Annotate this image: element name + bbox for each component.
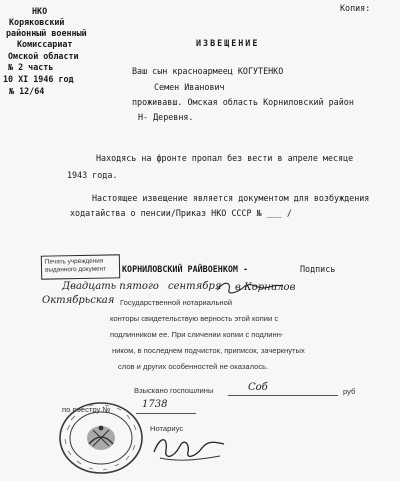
org-line: Коряковский [9, 17, 65, 27]
notice-paragraph: ходатайства о пенсии/Приказ НКО СССР № ___ / [70, 208, 292, 218]
org-date: 10 XI 1946 год [3, 74, 74, 84]
round-seal [57, 400, 145, 476]
fee-label: Взыскано госпошлины [134, 386, 214, 395]
cert-line: подлинником ее. При сличении копии с подлинн- [110, 330, 284, 339]
cert-line: ником, в последнем подчисток, приписок, зачеркнутых [112, 346, 305, 355]
notice-title: ИЗВЕЩЕНИЕ [196, 38, 260, 48]
cert-line: конторы свидетельствую верность этой копии с [110, 314, 279, 323]
office-line: КОРНИЛОВСКИЙ РАЙВОЕНКОМ - [122, 264, 249, 274]
handwritten-year: сентября [168, 281, 222, 292]
org-line: № 2 часть [8, 62, 54, 72]
notice-line: проживавш. Омская область Корниловский район [132, 97, 354, 107]
handwritten-place: в Корнилов [235, 282, 296, 293]
copy-mark: Копия: [340, 3, 371, 13]
signature-label: Подпись [300, 264, 336, 274]
notary-label: Нотариус [150, 424, 184, 433]
notice-paragraph: 1943 года. [67, 170, 118, 180]
fee-value: Соб [248, 382, 268, 393]
handwritten-date: Двадцать пятого [62, 281, 159, 292]
org-line: НКО [32, 6, 48, 16]
notice-paragraph: Находясь на фронте пропал без вести в апреле месяце [96, 153, 354, 163]
institution-stamp: Печать учреждения выданного документ [41, 254, 120, 279]
notary-signature-icon [150, 430, 230, 466]
org-line: Комиссариат [17, 39, 73, 49]
registry-value: 1738 [142, 399, 168, 410]
fee-underline [228, 395, 338, 396]
cert-line: Государственной нотариальной [120, 298, 233, 307]
registry-label: по реестру № [62, 405, 111, 414]
handwritten-office: Октябрьская [42, 295, 115, 306]
cert-line: слов и других особенностей не оказалось. [118, 362, 269, 371]
org-line: районный военный [6, 28, 87, 38]
notice-line: Семен Иванович [154, 82, 225, 92]
org-number: № 12/64 [9, 86, 45, 96]
registry-underline [136, 413, 196, 414]
upper-signature-icon [215, 278, 285, 296]
org-line: Омской области [8, 51, 79, 61]
fee-unit: руб [343, 387, 356, 396]
notice-line: Н- Деревня. [138, 112, 194, 122]
notice-paragraph: Настоящее извещение является документом для возбуждения [92, 193, 370, 203]
notice-line: Ваш сын красноармеец КОГУТЕНКО [132, 66, 284, 76]
seal-emblem-icon [57, 400, 145, 476]
